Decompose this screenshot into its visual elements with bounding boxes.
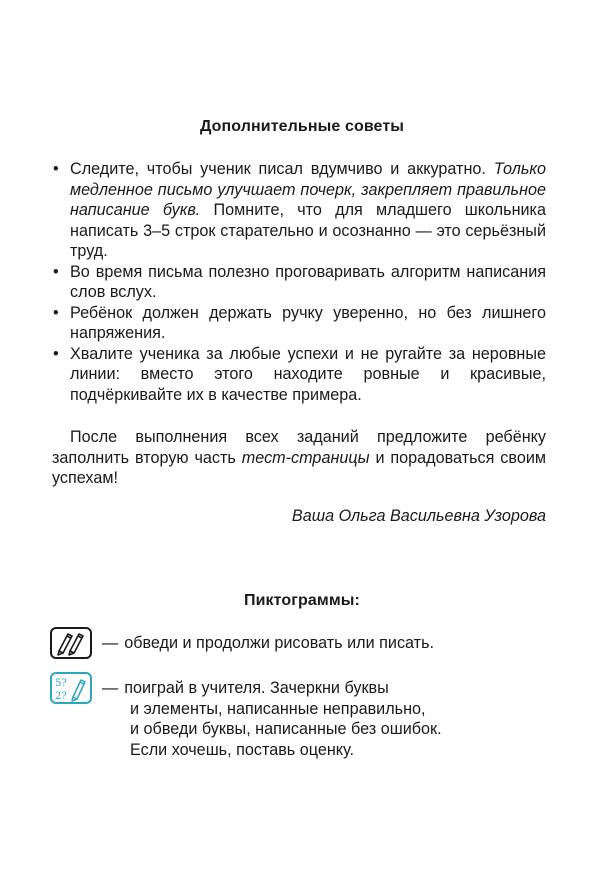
advice-list <box>52 159 546 405</box>
pictograms-title: Пиктограммы: <box>244 592 360 609</box>
bullet-glyph: • <box>53 262 59 281</box>
bullet-glyph: • <box>53 303 59 322</box>
pictogram-line: обведи и продолжи рисовать или писать. <box>124 634 435 652</box>
closing-text-tail: и порадоваться своим успехам! <box>52 448 546 487</box>
pictogram-line: и элементы, написанные неправильно, <box>130 699 426 718</box>
advice-item-text: Хвалите ученика за любые успехи и не ругайте за неровные линии: вместо этого находите ровные и красивые, подчёркивайте их в качестве примера. <box>70 344 546 404</box>
advice-item-text-tail: Помните, что для младшего школьника написать 3–5 строк старательно и осознанно — это серьёзный труд. <box>70 201 546 260</box>
closing-text: После выполнения всех заданий предложите ребёнку заполнить вторую часть <box>52 428 546 467</box>
grade-label-bottom: 2? <box>55 691 67 702</box>
advice-item <box>52 303 546 344</box>
pictogram-line: и обведи буквы, написанные без ошибок. <box>130 720 442 738</box>
advice-item-text: Ребёнок должен держать ручку уверенно, но без лишнего напряжения. <box>70 303 546 342</box>
closing-emphasis: тест-страницы <box>241 448 370 467</box>
teacher-check-icon <box>50 672 92 704</box>
advice-item <box>52 159 546 262</box>
bullet-glyph: • <box>53 344 59 363</box>
advice-item-text: Во время письма полезно проговаривать алгоритм написания слов вслух. <box>70 262 546 301</box>
pencils-icon <box>50 627 92 659</box>
pictogram-dash: — <box>102 634 119 652</box>
closing-paragraph <box>52 427 546 489</box>
advice-item <box>52 262 546 303</box>
pictogram-description <box>102 678 442 760</box>
pictogram-line: Если хочешь, поставь оценку. <box>130 740 354 759</box>
bullet-glyph: • <box>53 160 59 178</box>
pictogram-dash: — <box>102 679 119 697</box>
author-signature: Ваша Ольга Васильевна Узорова <box>291 507 546 525</box>
advice-item <box>52 344 546 406</box>
advice-title: Дополнительные советы <box>199 118 405 135</box>
pictogram-description <box>102 633 434 654</box>
advice-item-emphasis: Только медленное письмо улучшает почерк, закрепляет правильное написание букв. <box>70 160 546 219</box>
pictogram-line: поиграй в учителя. Зачеркни буквы <box>124 679 389 697</box>
grade-label-top: 5? <box>55 678 67 689</box>
advice-item-text: Следите, чтобы ученик писал вдумчиво и аккуратно. <box>70 160 494 178</box>
